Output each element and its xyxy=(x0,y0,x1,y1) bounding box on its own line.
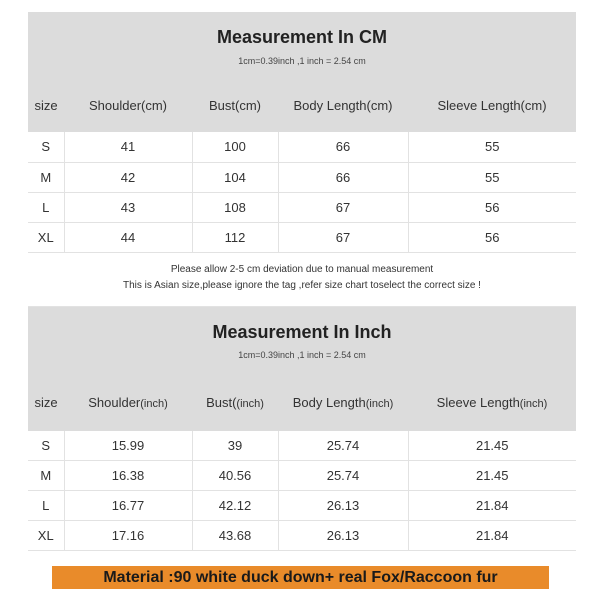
bust-cell: 104 xyxy=(192,162,278,192)
body-length-cell: 67 xyxy=(278,192,408,222)
table-row xyxy=(28,431,576,461)
col-shoulder: Shoulder(cm) xyxy=(88,98,168,113)
sleeve-length-cell: 21.45 xyxy=(408,431,576,461)
sleeve-length-cell: 21.45 xyxy=(408,461,576,491)
cm-conversion-note: 1cm=0.39inch ,1 inch = 2.54 cm xyxy=(238,56,366,66)
size-cell: XL xyxy=(28,521,64,551)
shoulder-cell: 44 xyxy=(64,222,192,252)
size-cell: M xyxy=(28,461,64,491)
table-row xyxy=(28,461,576,491)
col-size: size xyxy=(34,98,58,113)
body-length-cell: 66 xyxy=(278,132,408,162)
cm-title: Measurement In CM xyxy=(216,27,388,47)
col-shoulder: Shoulder(inch) xyxy=(88,394,168,410)
shoulder-cell: 16.38 xyxy=(64,461,192,491)
body-length-cell: 25.74 xyxy=(278,431,408,461)
size-cell: M xyxy=(28,162,64,192)
body-length-cell: 67 xyxy=(278,222,408,252)
size-cell: XL xyxy=(28,222,64,252)
deviation-note: Please allow 2-5 cm deviation due to manual measurement xyxy=(170,263,434,275)
inch-conversion-note: 1cm=0.39inch ,1 inch = 2.54 cm xyxy=(238,349,366,360)
table-row xyxy=(28,132,576,162)
col-body-length: Body Length(inch) xyxy=(292,394,394,410)
cm-table xyxy=(28,132,576,253)
sleeve-length-cell: 55 xyxy=(408,162,576,192)
body-length-cell: 26.13 xyxy=(278,521,408,551)
material-banner xyxy=(52,566,549,589)
shoulder-cell: 41 xyxy=(64,132,192,162)
bust-cell: 108 xyxy=(192,192,278,222)
shoulder-cell: 16.77 xyxy=(64,491,192,521)
size-cell: L xyxy=(28,192,64,222)
table-row xyxy=(28,162,576,192)
shoulder-cell: 15.99 xyxy=(64,431,192,461)
bust-cell: 43.68 xyxy=(192,521,278,551)
sleeve-length-cell: 56 xyxy=(408,222,576,252)
sleeve-length-cell: 21.84 xyxy=(408,521,576,551)
table-row xyxy=(28,491,576,521)
table-row xyxy=(28,521,576,551)
material-text: Material :90 white duck down+ real Fox/Raccoon fur xyxy=(103,569,498,586)
body-length-cell: 66 xyxy=(278,162,408,192)
inch-column-headers xyxy=(28,395,576,410)
bust-cell: 40.56 xyxy=(192,461,278,491)
col-bust: Bust((inch) xyxy=(206,394,264,410)
size-cell: S xyxy=(28,132,64,162)
bust-cell: 42.12 xyxy=(192,491,278,521)
measurement-notes xyxy=(28,253,576,307)
cm-column-headers xyxy=(28,98,576,113)
bust-cell: 39 xyxy=(192,431,278,461)
col-sleeve-length: Sleeve Length(inch) xyxy=(436,394,548,410)
col-sleeve-length: Sleeve Length(cm) xyxy=(437,98,547,113)
col-size: size xyxy=(34,394,58,410)
inch-header-block xyxy=(28,307,576,431)
sleeve-length-cell: 56 xyxy=(408,192,576,222)
size-cell: S xyxy=(28,431,64,461)
body-length-cell: 25.74 xyxy=(278,461,408,491)
shoulder-cell: 42 xyxy=(64,162,192,192)
cm-header-block xyxy=(28,12,576,132)
body-length-cell: 26.13 xyxy=(278,491,408,521)
asian-size-note: This is Asian size,please ignore the tag ,refer size chart toselect the correct size ! xyxy=(123,279,481,291)
shoulder-cell: 17.16 xyxy=(64,521,192,551)
col-body-length: Body Length(cm) xyxy=(293,98,393,113)
shoulder-cell: 43 xyxy=(64,192,192,222)
size-cell: L xyxy=(28,491,64,521)
inch-title: Measurement In Inch xyxy=(212,321,392,342)
inch-table xyxy=(28,431,576,552)
size-chart xyxy=(28,12,576,551)
table-row xyxy=(28,192,576,222)
bust-cell: 112 xyxy=(192,222,278,252)
bust-cell: 100 xyxy=(192,132,278,162)
table-row xyxy=(28,222,576,252)
col-bust: Bust(cm) xyxy=(209,98,261,113)
sleeve-length-cell: 55 xyxy=(408,132,576,162)
sleeve-length-cell: 21.84 xyxy=(408,491,576,521)
